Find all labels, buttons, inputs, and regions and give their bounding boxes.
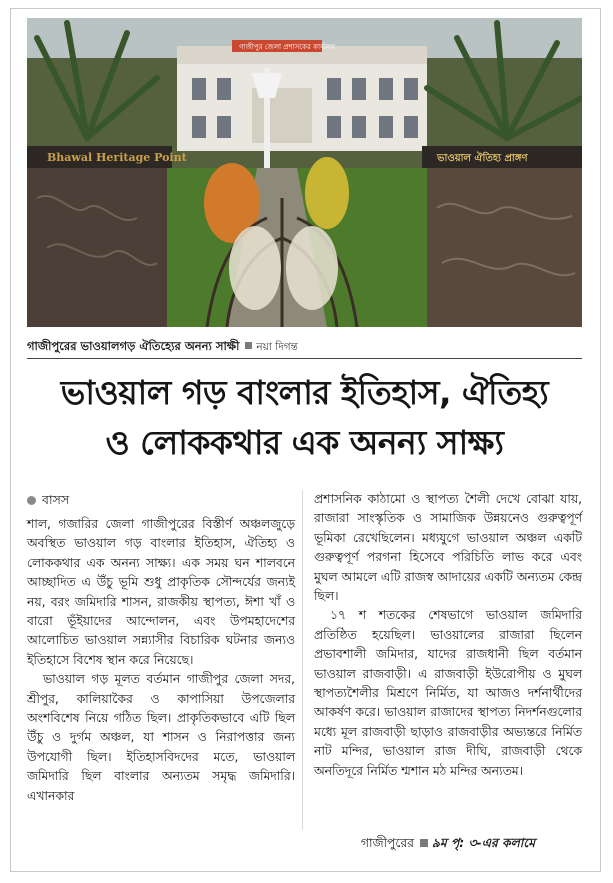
square-bullet-icon xyxy=(245,342,252,349)
caption-text: গাজীপুরের ভাওয়ালগড় ঐতিহ্যের অনন্য সাক্ষী xyxy=(27,339,240,353)
continuation-prefix: গাজীপুরের xyxy=(360,836,414,850)
bullet-dot-icon xyxy=(27,496,36,505)
headline-line-1: ভাওয়াল গড় বাংলার ইতিহাস, ঐতিহ্য xyxy=(60,373,549,412)
byline-agency: বাসস xyxy=(42,492,70,507)
continuation-note xyxy=(314,834,582,853)
building-sign-text: গাজীপুর জেলা প্রশাসকের কার্যালয় xyxy=(239,43,336,51)
square-bullet-icon xyxy=(420,839,428,847)
article-column-right xyxy=(314,490,582,781)
photo-caption xyxy=(27,336,582,356)
paragraph: প্রশাসনিক কাঠামো ও স্থাপত্য শৈলী দেখে বোঝা যায়, রাজারা সাংস্কৃতিক ও সামাজিক উন্নয়নেও গুরুত্বপূর্ণ ভূমিকা রেখেছিলেন। মধ্যযুগে ভাওয়াল অঞ্চল একটি গুরুত্বপূর্ণ পরগনা হিসেবে পরিচিতি লাভ করে এবং মুঘল আমলে এটি রাজস্ব আদায়ের একটি অন্যতম কেন্দ্র ছিল। xyxy=(314,492,582,604)
byline xyxy=(27,490,69,509)
paragraph: ভাওয়াল গড় মূলত বর্তমান গাজীপুর জেলা সদর, শ্রীপুর, কালিয়াকৈর ও কাপাসিয়া উপজেলার অংশবিশেষ নিয়ে গঠিত ছিল। প্রাকৃতিকভাবে এটি ছিল উঁচু ও দুর্গম অঞ্চল, যা শাসন ও নিরাপত্তার জন্য উপযোগী ছিল। ইতিহাসবিদদের মতে, ভাওয়াল জমিদারি ছিল বাংলার অন্যতম সমৃদ্ধ জমিদারি। এখানকার xyxy=(27,672,295,803)
continuation-ref: ৯ম পৃ: ৩-এর কলামে xyxy=(431,836,536,850)
paragraph: শাল, গজারির জেলা গাজীপুরের বিস্তীর্ণ অঞ্চলজুড়ে অবস্থিত ভাওয়াল গড় বাংলার ইতিহাস, ঐতিহ্য ও লোককথার এক অনন্য সাক্ষ্য। এক সময় ঘন শালবনে আচ্ছাদিত এ উঁচু ভূমি শুধু প্রাকৃতিক সৌন্দর্যের জন্যই নয়, বরং জমিদারি শাসন, রাজকীয় স্থাপত্য, ঈশা খাঁ ও বারো ভূঁইয়াদের আন্দোলন, এবং উপমহাদেশের আলোচিত ভাওয়াল সন্ন্যাসীর বিচারিক ঘটনার জন্যও ইতিহাসে বিশেষ স্থান করে নিয়েছে। xyxy=(27,517,295,667)
caption-divider xyxy=(27,358,582,359)
article-photo xyxy=(27,18,582,327)
paragraph: ১৭ শ শতকের শেষভাগে ভাওয়াল জমিদারি প্রতিষ্ঠিত হয়েছিল। ভাওয়ালের রাজারা ছিলেন প্রভাবশালী জমিদার, যাদের রাজধানী ছিল বর্তমান ভাওয়াল রাজবাড়ী। এ রাজবাড়ী ইউরোপীয় ও মুঘল স্থাপত্যশৈলীর মিশ্রণে নির্মিত, যা আজও দর্শনার্থীদের আকর্ষণ করে। ভাওয়াল রাজাদের স্থাপত্য নিদর্শনগুলোর মধ্যে মূল রাজবাড়ী ছাড়াও রাজবাড়ীর অভ্যন্তরে নির্মিত নাট মন্দির, ভাওয়াল রাজ দীঘি, রাজবাড়ী থেকে অনতিদূরে নির্মিত শ্মশান মঠ মন্দির অন্যতম। xyxy=(314,608,582,778)
sign-left-text: Bhawal Heritage Point xyxy=(47,151,187,164)
article-column-left xyxy=(27,515,295,806)
headline-line-2: ও লোককথার এক অনন্য সাক্ষ্য xyxy=(105,423,504,462)
sign-right-text: ভাওয়াল ঐতিহ্য প্রাঙ্গণ xyxy=(437,153,528,164)
caption-source: নয়া দিগন্ত xyxy=(256,341,298,353)
column-divider xyxy=(302,490,303,830)
headline xyxy=(27,368,582,468)
